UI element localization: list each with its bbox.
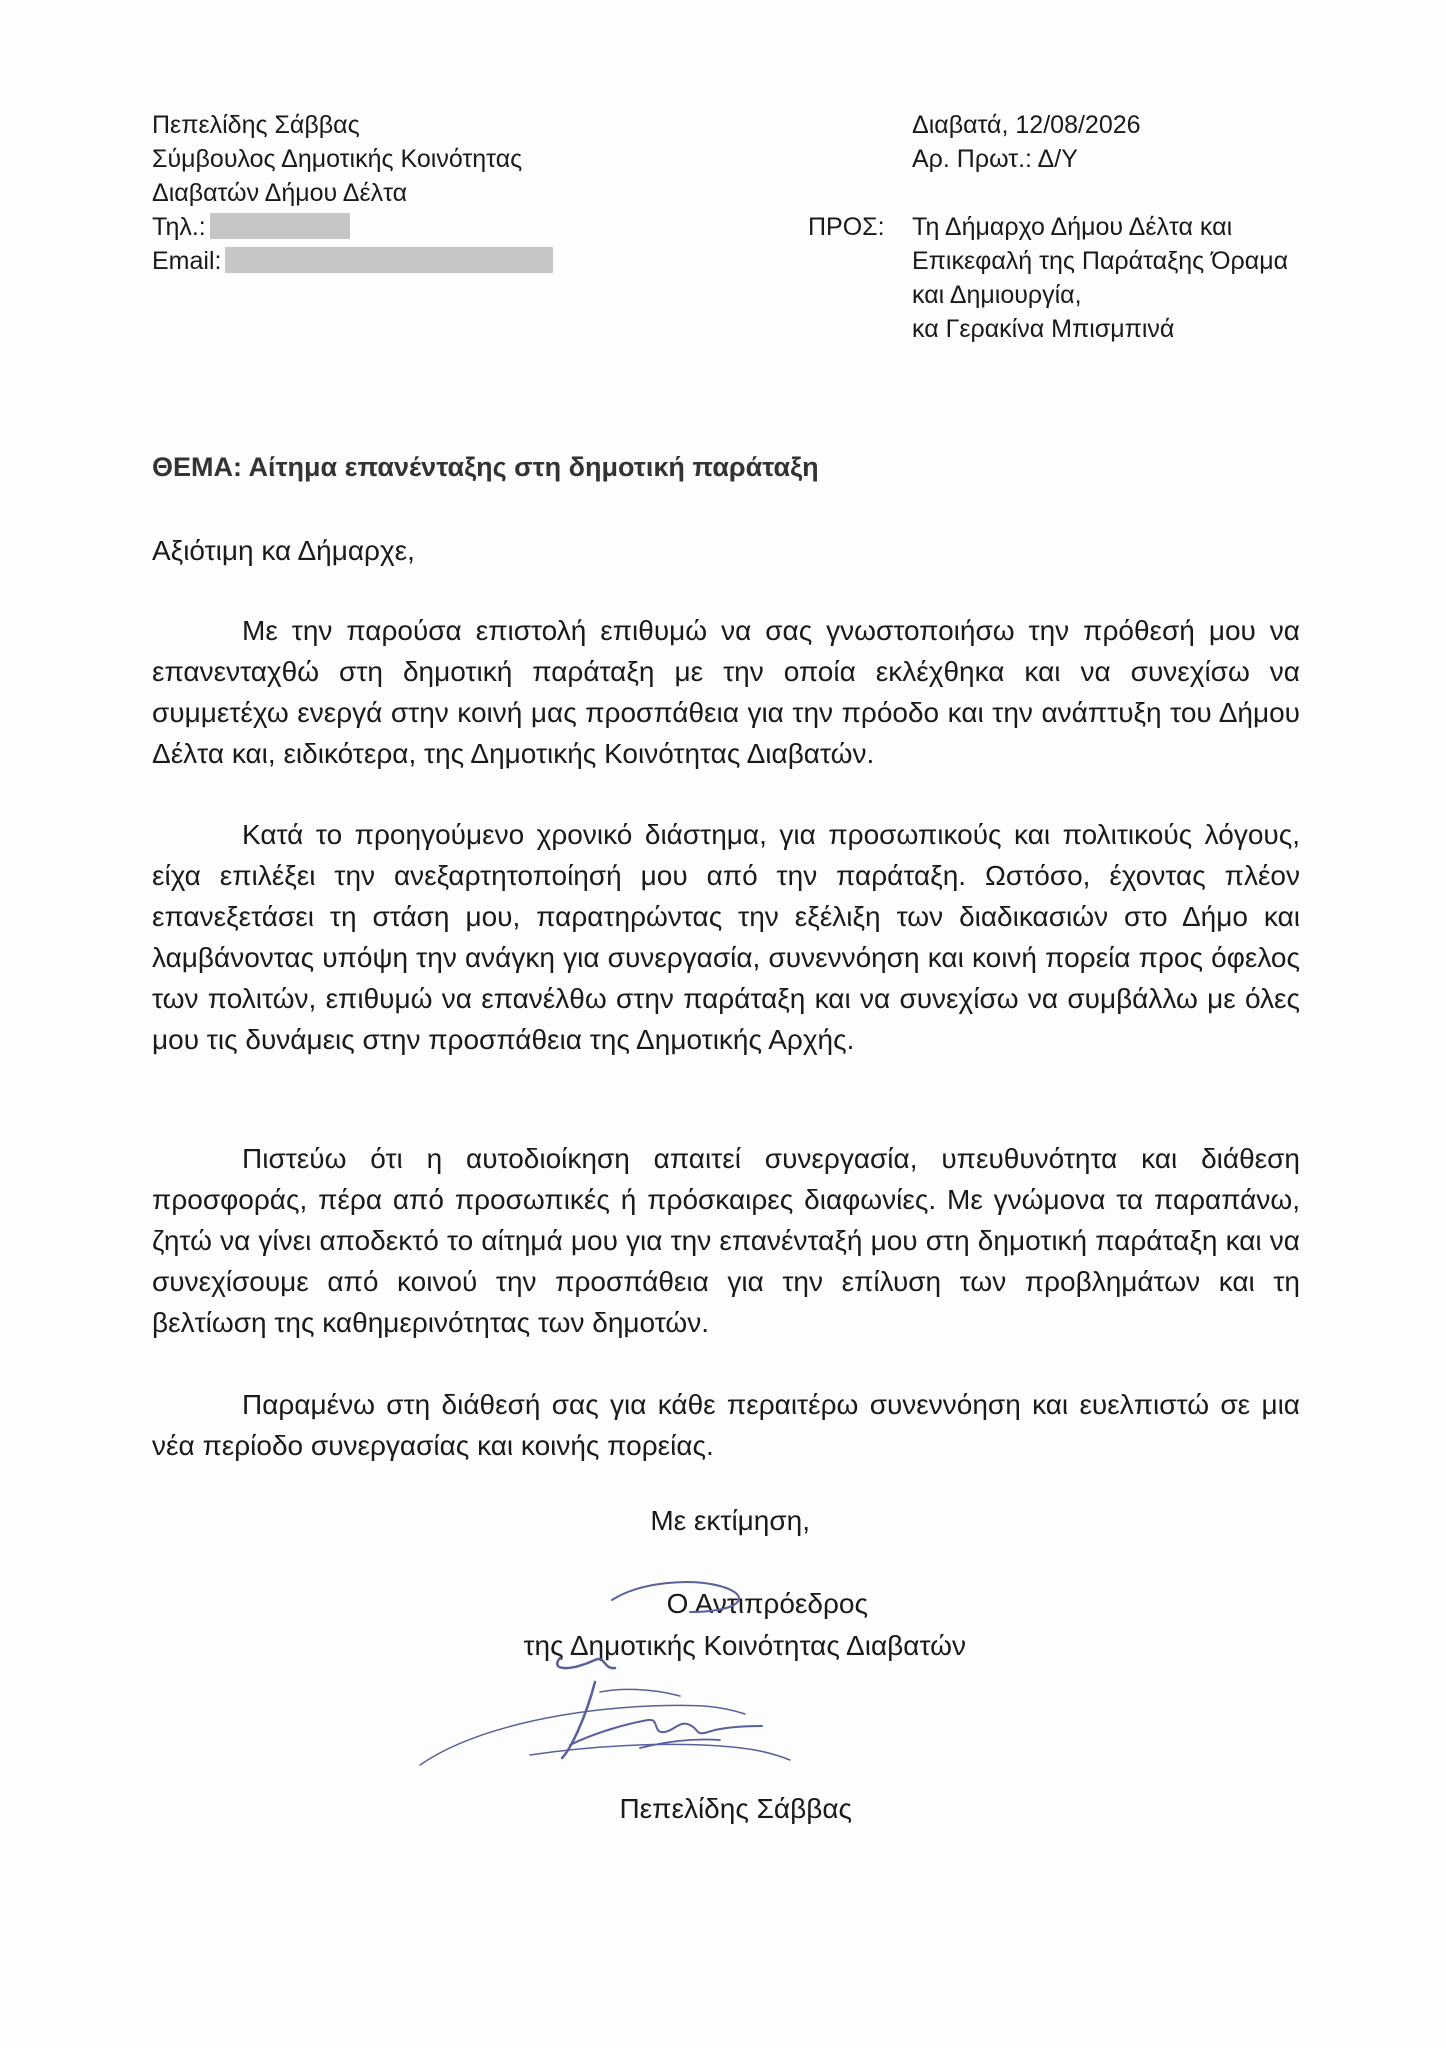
tel-label: Τηλ.: [152,213,206,241]
sender-tel-row [152,210,553,244]
signer-role-line1: Ο Αντιπρόεδρος [666,1588,868,1619]
paragraph-1: Με την παρούσα επιστολή επιθυμώ να σας γνωστοποιήσω την πρόθεσή μου να επανενταχθώ στη δημοτική παράταξη με την οποία εκλέχθηκα και να συνεχίσω να συμμετέχω ενεργά στην κοινή μας προσπάθεια για την πρόοδο και την ανάπτυξη του Δήμου Δέλτα και, ειδικότερα, της Δημοτικής Κοινότητας Διαβατών. [152,615,1300,769]
recipient-line2: Επικεφαλή της Παράταξης Όραμα [912,247,1289,275]
email-redaction [225,247,553,273]
sender-block [152,108,553,278]
sender-title-line1: Σύμβουλος Δημοτικής Κοινότητας [152,145,523,173]
signer-name: Πεπελίδης Σάββας [619,1793,852,1824]
salutation: Αξιότιμη κα Δήμαρχε, [152,535,415,566]
recipient-line4: κα Γερακίνα Μπισμπινά [912,315,1175,343]
recipient-line3: και Δημιουργία, [912,281,1082,309]
recipient-label: ΠΡΟΣ: [808,213,885,241]
recipient-block [912,210,1288,346]
signer-role-line2: της Δημοτικής Κοινότητας Διαβατών [523,1630,966,1661]
recipient-line1: Τη Δήμαρχο Δήμου Δέλτα και [912,213,1233,241]
subject-line: ΘΕΜΑ: Αίτημα επανένταξης στη δημοτική παράταξη [152,452,819,482]
place-date: Διαβατά, 12/08/2026 [912,111,1141,139]
protocol-number: Αρ. Πρωτ.: Δ/Υ [912,145,1078,173]
letter-meta [912,108,1141,176]
email-label: Email: [152,247,222,275]
paragraph-4: Παραμένω στη διάθεσή σας για κάθε περαιτέρω συνεννόηση και ευελπιστώ σε μια νέα περίοδο συνεργασίας και κοινής πορείας. [152,1389,1300,1461]
closing-regards: Με εκτίμηση, [650,1505,810,1536]
handwritten-signature [390,1520,890,1770]
tel-redaction [210,213,350,239]
sender-email-row [152,244,553,278]
paragraph-3: Πιστεύω ότι η αυτοδιοίκηση απαιτεί συνεργασία, υπευθυνότητα και διάθεση προσφοράς, πέρα από προσωπικές ή πρόσκαιρες διαφωνίες. Με γνώμονα τα παραπάνω, ζητώ να γίνει αποδεκτό το αίτημά μου για την επανένταξή μου στη δημοτική παράταξη και να συνεχίσουμε από κοινού την προσπάθεια για την επίλυση των προβλημάτων και τη βελτίωση της καθημερινότητας των δημοτών. [152,1143,1300,1338]
sender-name: Πεπελίδης Σάββας [152,111,360,139]
sender-title-line2: Διαβατών Δήμου Δέλτα [152,179,408,207]
paragraph-2: Κατά το προηγούμενο χρονικό διάστημα, για προσωπικούς και πολιτικούς λόγους, είχα επιλέξει την ανεξαρτητοποίησή μου από την παράταξη. Ωστόσο, έχοντας πλέον επανεξετάσει τη στάση μου, παρατηρώντας την εξέλιξη των διαδικασιών στο Δήμο και λαμβάνοντας υπόψη την ανάγκη για συνεργασία, συνεννόηση και κοινή πορεία προς όφελος των πολιτών, επιθυμώ να επανέλθω στην παράταξη και να συνεχίσω να συμβάλλω με όλες μου τις δυνάμεις στην προσπάθεια της Δημοτικής Αρχής. [152,819,1300,1055]
